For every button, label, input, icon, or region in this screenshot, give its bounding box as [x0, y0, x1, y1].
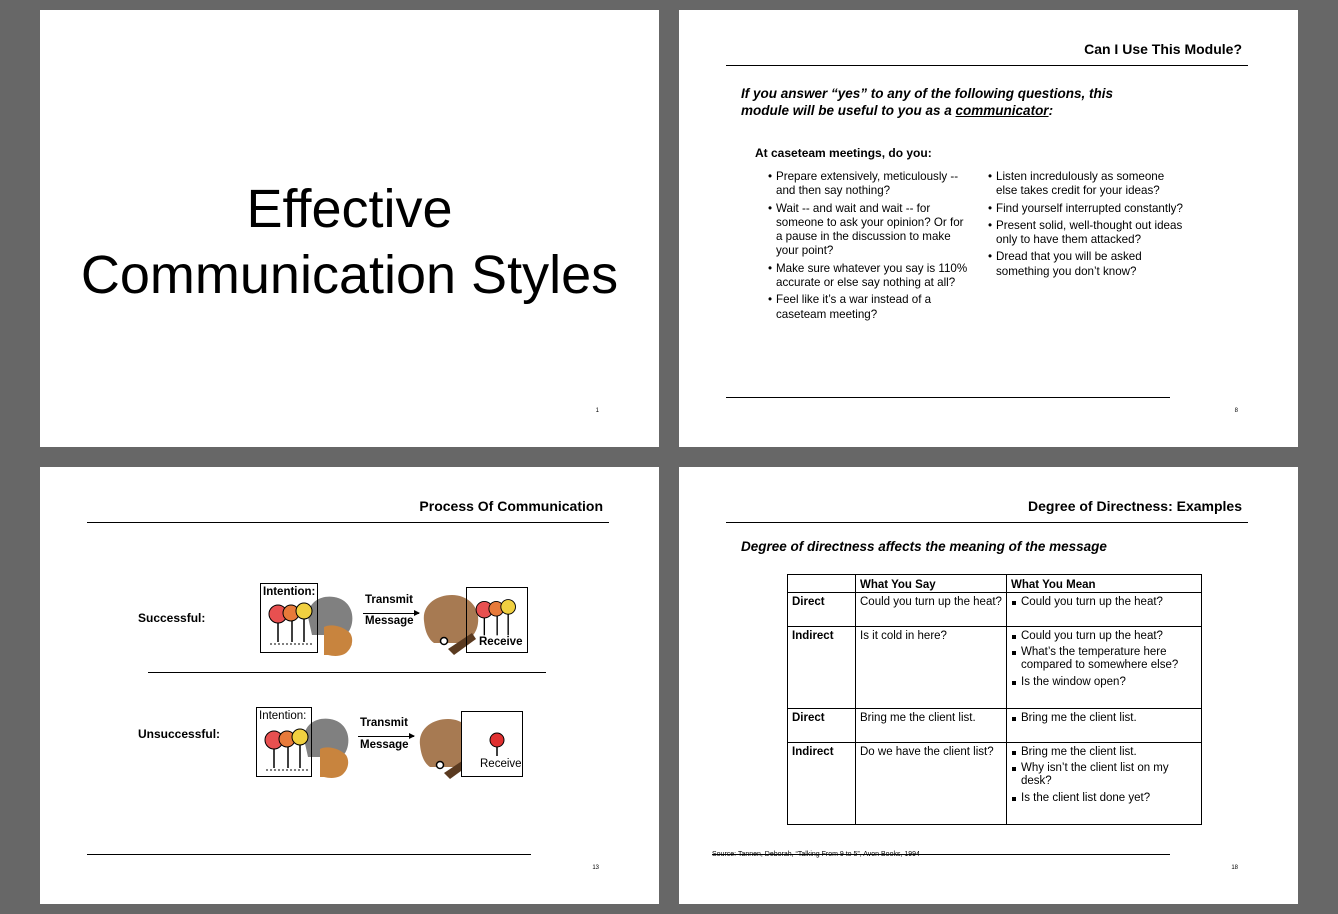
trees-icon: [264, 724, 316, 772]
slide-18: [679, 467, 1298, 904]
table-row: [788, 743, 1202, 825]
table-row: [788, 627, 1202, 709]
lead-text-end: :: [1048, 102, 1054, 118]
slide-title: Can I Use This Module?: [1084, 41, 1242, 57]
page-number: 1: [595, 408, 599, 414]
row-say: Bring me the client list.: [856, 709, 1007, 743]
list-item: Could you turn up the heat?: [1011, 596, 1197, 609]
source-note: Source: Tannen, Deborah, “Talking From 9 to 5”, Avon Books, 1994: [712, 851, 920, 858]
list-item: Bring me the client list.: [1011, 746, 1197, 759]
title-line-2: Communication Styles: [80, 245, 619, 305]
row-say: Could you turn up the heat?: [856, 593, 1007, 627]
row-mean: [1007, 709, 1202, 743]
list-item: Why isn’t the client list on my desk?: [1011, 762, 1197, 788]
header-what-you-say: What You Say: [856, 575, 1007, 593]
transmit-label: Transmit: [360, 717, 408, 729]
slide-13: [40, 467, 659, 904]
receive-label: Receive: [480, 758, 522, 770]
message-label: Message: [365, 615, 414, 627]
trees-icon: [268, 598, 320, 646]
list-item: • Wait -- and wait and wait -- for someone to ask your opinion? Or for a pause in the discussion to make your point?: [768, 202, 968, 259]
lead-text: Degree of directness affects the meaning of the message: [741, 539, 1107, 554]
slide-8: [679, 10, 1298, 447]
list-item: • Dread that you will be asked something you don’t know?: [988, 250, 1188, 279]
list-item: Could you turn up the heat?: [1011, 630, 1197, 643]
page-number: 8: [1234, 408, 1238, 414]
subheading: At caseteam meetings, do you:: [755, 146, 932, 160]
successful-label: Successful:: [138, 611, 206, 625]
footer-rule: [87, 854, 531, 855]
footer-rule: [726, 397, 1170, 398]
row-divider: [148, 672, 546, 673]
title-rule: [726, 65, 1248, 66]
table-row: [788, 593, 1202, 627]
list-item: • Present solid, well-thought out ideas only to have them attacked?: [988, 219, 1188, 248]
transmit-label: Transmit: [365, 594, 413, 606]
title-rule: [87, 522, 609, 523]
title-rule: [726, 522, 1248, 523]
header-what-you-mean: What You Mean: [1007, 575, 1202, 593]
list-item: Is the client list done yet?: [1011, 792, 1197, 805]
tree-icon: [487, 731, 507, 757]
row-type: Direct: [788, 709, 856, 743]
row-type: Indirect: [788, 627, 856, 709]
question-list-left: [768, 170, 968, 325]
list-item: • Make sure whatever you say is 110% accurate or else say nothing at all?: [768, 262, 968, 291]
list-item: • Listen incredulously as someone else takes credit for your ideas?: [988, 170, 1188, 199]
slide-title: Degree of Directness: Examples: [1028, 498, 1242, 514]
row-mean: [1007, 593, 1202, 627]
row-mean: [1007, 743, 1202, 825]
page-number: 13: [592, 865, 599, 871]
lead-text-start: If you answer “yes” to any of the following questions, this module will be useful to you as a: [741, 86, 1114, 118]
table-row: [788, 709, 1202, 743]
intention-label: Intention:: [259, 710, 307, 722]
trees-icon: [474, 595, 524, 639]
list-item: What’s the temperature here compared to somewhere else?: [1011, 646, 1197, 672]
transmit-arrow: [363, 613, 419, 614]
row-mean: [1007, 627, 1202, 709]
list-item: • Find yourself interrupted constantly?: [988, 202, 1188, 216]
page-number: 18: [1231, 865, 1238, 871]
lead-keyword: communicator: [955, 102, 1049, 118]
list-item: • Prepare extensively, meticulously -- and then say nothing?: [768, 170, 968, 199]
question-list-right: [988, 170, 1188, 282]
intention-label: Intention:: [263, 586, 316, 598]
row-say: Do we have the client list?: [856, 743, 1007, 825]
message-label: Message: [360, 739, 409, 751]
receive-label: Receive: [479, 636, 523, 648]
list-item: Bring me the client list.: [1011, 712, 1197, 725]
lead-text: [741, 86, 1161, 119]
row-type: Direct: [788, 593, 856, 627]
header-blank: [788, 575, 856, 593]
unsuccessful-label: Unsuccessful:: [138, 727, 221, 741]
row-type: Indirect: [788, 743, 856, 825]
slide-title: [40, 176, 659, 308]
transmit-arrow: [358, 736, 414, 737]
slide-title: Process Of Communication: [419, 498, 603, 514]
slide-1: [40, 10, 659, 447]
examples-table: [787, 574, 1202, 825]
table-header-row: [788, 575, 1202, 593]
list-item: Is the window open?: [1011, 676, 1197, 689]
title-line-1: Effective: [246, 179, 453, 239]
row-say: Is it cold in here?: [856, 627, 1007, 709]
list-item: • Feel like it’s a war instead of a caseteam meeting?: [768, 293, 968, 322]
